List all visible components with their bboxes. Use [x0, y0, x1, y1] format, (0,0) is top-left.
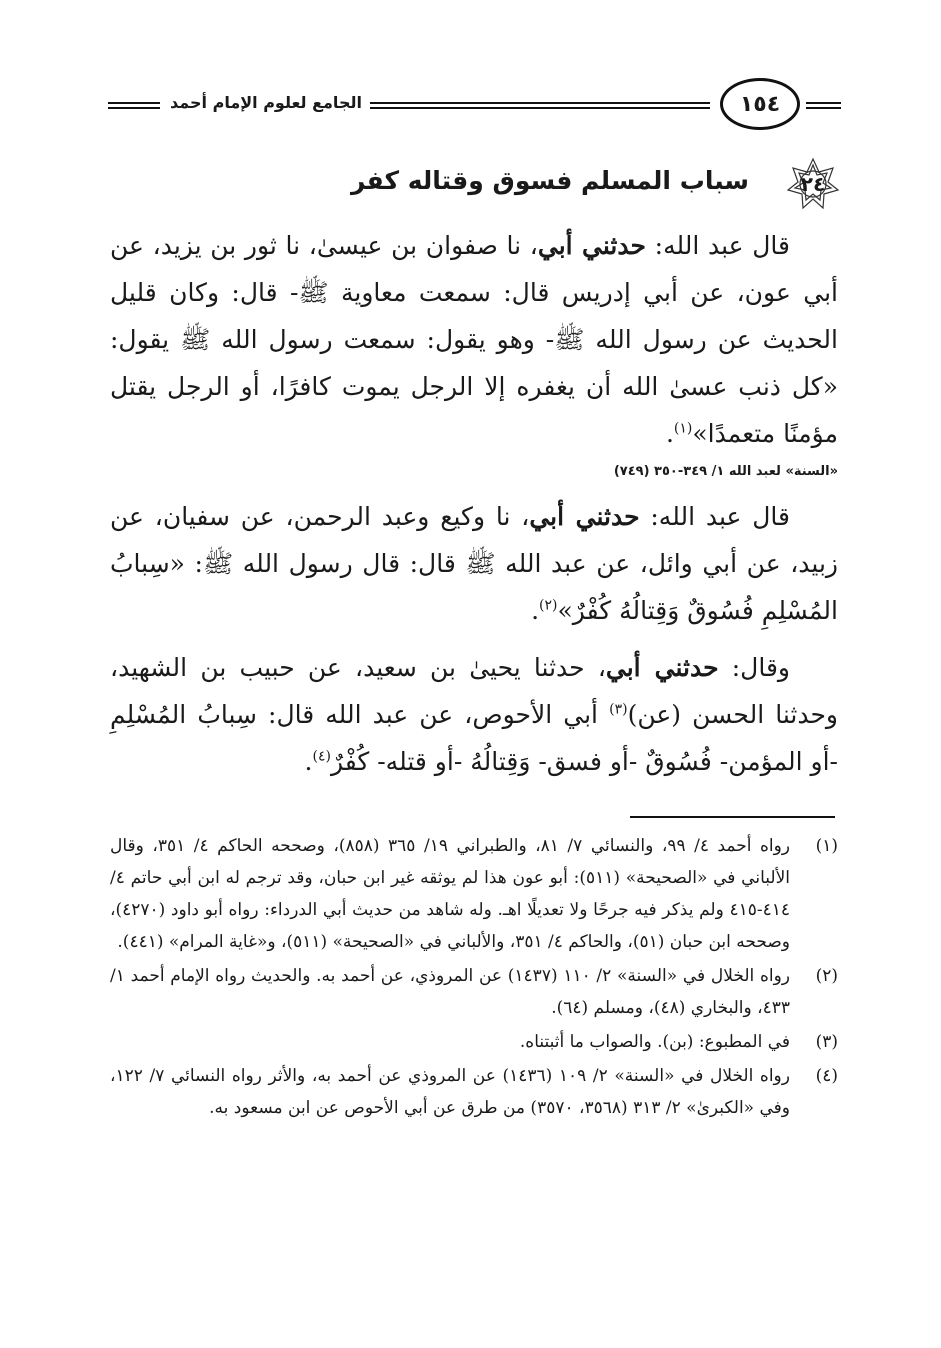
footnote [110, 960, 838, 1024]
header-rule-middle [370, 102, 710, 109]
footnote-ref: (٢) [539, 597, 558, 614]
footnote-ref: (٤) [312, 748, 331, 765]
footnote [110, 830, 838, 958]
footnote-text: رواه أحمد ٤/ ٩٩، والنسائي ٧/ ٨١، والطبراني ١٩/ ٣٦٥ (٨٥٨)، وصححه الحاكم ٤/ ٣٥١، وقال الألباني في «الصحيحة» (٥١١): أبو عون هذا لم يوثقه غير ابن حبان، وقد ترجم له ابن أبي حاتم ٤/ ٤١٤-٤١٥ ولم يذكر فيه جرحًا ولا تعديلًا اهـ. وله شاهد من حديث أبي الدرداء: رواه أبو داود (٤٢٧٠)، وصححه ابن حبان (٥١)، والحاكم ٤/ ٣٥١، والألباني في «الصحيحة» (٥١١)، و«غاية المرام» (٤٤١). [110, 836, 791, 952]
footnote-number: (٣) [815, 1032, 838, 1052]
main-text [110, 222, 838, 785]
text-run: ، نا صفوان بن عيسىٰ، نا ثور بن يزيد، عن أبي عون، عن أبي إدريس قال: سمعت معاوية ﷺ- قال: وكان قليل الحديث عن رسول الله ﷺ- وهو يقول: سمعت رسول الله ﷺ يقول: «كل ذنب عسىٰ الله أن يغفره إلا الرجل يموت كافرًا، أو الرجل يقتل مؤمنًا متعمدًا» [110, 231, 838, 448]
text-run: قال عبد الله: [639, 502, 790, 531]
bold-phrase: حدثني أبي [529, 502, 640, 531]
footnote-ref: (٣) [609, 701, 628, 718]
footnote-separator [630, 816, 835, 818]
paragraph [110, 493, 838, 634]
footnote-text: في المطبوع: (بن). والصواب ما أثبتناه. [519, 1032, 790, 1052]
text-run: . [304, 747, 313, 776]
text-run: قال عبد الله: [645, 231, 790, 260]
footnote [110, 1026, 838, 1058]
section-heading [108, 156, 841, 212]
footnote-ref: (١) [673, 420, 693, 437]
text-run: وقال: [718, 653, 790, 682]
section-number-ornament [785, 156, 841, 212]
bold-phrase: حدثني أبي [605, 653, 719, 682]
header-rule-right [806, 102, 841, 109]
header-rule-left [108, 102, 160, 109]
footnote-number: (٢) [815, 966, 838, 986]
text-run: . [665, 419, 674, 448]
text-run: أبي الأحوص، عن عبد الله قال: سِبابُ المُسْلِمِ -أو المؤمن- فُسُوقٌ -أو فسق- وَقِتالُهُ -أو قتله- كُفْرٌ [110, 700, 838, 776]
running-header [108, 78, 841, 134]
footnote-number: (١) [815, 836, 838, 856]
bold-phrase: حدثني أبي [537, 231, 646, 260]
running-title: الجامع لعلوم الإمام أحمد [170, 93, 362, 112]
paragraph [110, 644, 838, 785]
text-run: ، حدثنا يحيىٰ بن سعيد، عن حبيب بن الشهيد، وحدثنا الحسن (عن) [110, 653, 838, 729]
text-run: ، نا وكيع وعبد الرحمن، عن سفيان، عن زبيد، عن أبي وائل، عن عبد الله ﷺ قال: قال رسول الله ﷺ: «سِبابُ المُسْلِمِ فُسُوقٌ وَقِتالُهُ كُفْرٌ» [110, 502, 838, 625]
footnote-text: رواه الخلال في «السنة» ٢/ ١١٠ (١٤٣٧) عن المروذي، عن أحمد به. والحديث رواه الإمام أحمد ١/ ٤٣٣، والبخاري (٤٨)، ومسلم (٦٤). [110, 966, 790, 1018]
footnote-number: (٤) [815, 1066, 838, 1086]
footnote-text: رواه الخلال في «السنة» ٢/ ١٠٩ (١٤٣٦) عن المروذي عن أحمد به، والأثر رواه النسائي ٧/ ١٢٢، وفي «الكبرىٰ» ٢/ ٣١٣ (٣٥٦٨، ٣٥٧٠) من طرق عن أبي الأحوص عن ابن مسعود به. [110, 1066, 790, 1118]
footnote [110, 1060, 838, 1124]
text-run: . [531, 596, 540, 625]
source-citation: «السنة» لعبد الله ١/ ٣٤٩-٣٥٠ (٧٤٩) [613, 464, 838, 479]
section-title: سباب المسلم فسوق وقتاله كفر [350, 166, 749, 195]
footnotes [110, 830, 838, 1126]
paragraph [110, 222, 838, 457]
page-number: ١٥٤ [720, 78, 800, 130]
section-number: ٢٤ [800, 172, 826, 196]
